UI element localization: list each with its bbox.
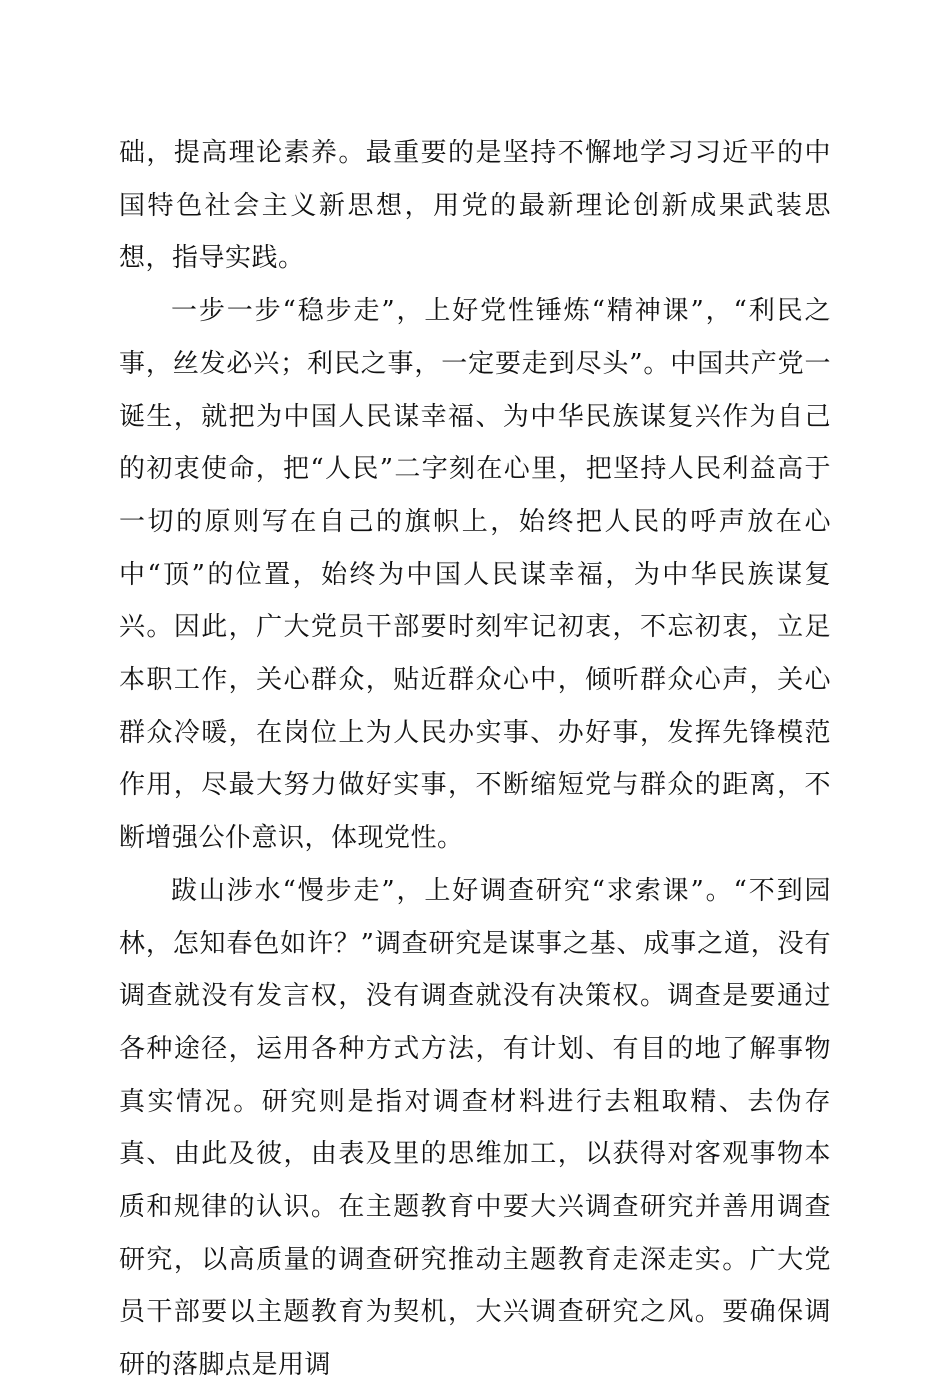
paragraph-2: 一步一步“稳步走”，上好党性锤炼“精神课”，“利民之事，丝发必兴；利民之事，一定要走到尽头”。中国共产党一诞生，就把为中国人民谋幸福、为中华民族谋复兴作为自己的初衷使命，把“人民”二字刻在心里，把坚持人民利益高于一切的原则写在自己的旗帜上，始终把人民的呼声放在心中“顶”的位置，始终为中国人民谋幸福，为中华民族谋复兴。因此，广大党员干部要时刻牢记初衷，不忘初衷，立足本职工作，关心群众，贴近群众心中，倾听群众心声，关心群众冷暖，在岗位上为人民办实事、办好事，发挥先锋模范作用，尽最大努力做好实事，不断缩短党与群众的距离，不断增强公仆意识，体现党性。 [119,296,831,854]
paragraph-1: 础，提高理论素养。最重要的是坚持不懈地学习习近平的中国特色社会主义新思想，用党的最新理论创新成果武装思想，指导实践。 [119,138,831,274]
document-body [119,127,831,1392]
paragraph-3: 跋山涉水“慢步走”，上好调查研究“求索课”。“不到园林，怎知春色如许？”调查研究是谋事之基、成事之道，没有调查就没有发言权，没有调查就没有决策权。调查是要通过各种途径，运用各种方式方法，有计划、有目的地了解事物真实情况。研究则是指对调查材料进行去粗取精、去伪存真、由此及彼，由表及里的思维加工，以获得对客观事物本质和规律的认识。在主题教育中要大兴调查研究并善用调查研究，以高质量的调查研究推动主题教育走深走实。广大党员干部要以主题教育为契机，大兴调查研究之风。要确保调研的落脚点是用调 [119,875,831,1381]
